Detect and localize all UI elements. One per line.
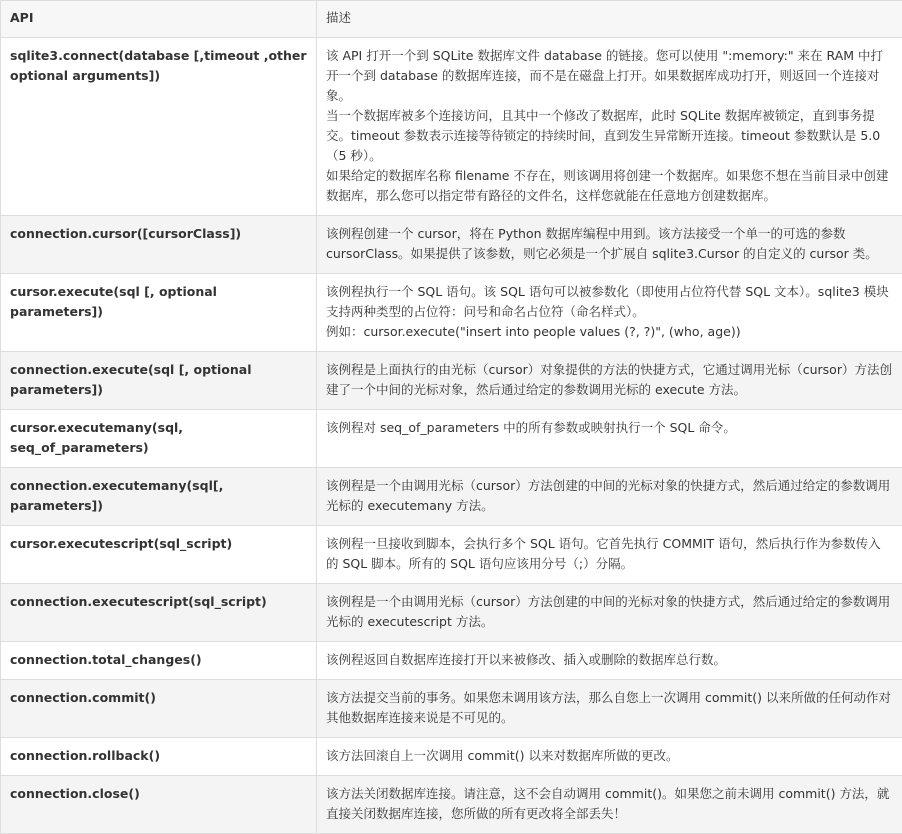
table-row	[1, 352, 902, 410]
table-row	[1, 274, 902, 352]
api-description	[317, 352, 902, 410]
column-header-api: API	[1, 1, 317, 38]
api-description	[317, 776, 902, 834]
api-signature: connection.close()	[1, 776, 317, 834]
api-signature: sqlite3.connect(database [,timeout ,other optional arguments])	[1, 38, 317, 216]
description-paragraph: 该例程是上面执行的由光标（cursor）对象提供的方法的快捷方式，它通过调用光标（cursor）方法创建了一个中间的光标对象，然后通过给定的参数调用光标的 execute 方法。	[326, 360, 893, 400]
description-paragraph: 该例程一旦接收到脚本，会执行多个 SQL 语句。它首先执行 COMMIT 语句，然后执行作为参数传入的 SQL 脚本。所有的 SQL 语句应该用分号（;）分隔。	[326, 534, 893, 574]
api-signature: cursor.executemany(sql, seq_of_parameters)	[1, 410, 317, 468]
description-paragraph: 该例程是一个由调用光标（cursor）方法创建的中间的光标对象的快捷方式，然后通过给定的参数调用光标的 executescript 方法。	[326, 592, 893, 632]
description-paragraph: 该 API 打开一个到 SQLite 数据库文件 database 的链接。您可以使用 ":memory:" 来在 RAM 中打开一个到 database 的数据库连接，而不是在磁盘上打开。如果数据库成功打开，则返回一个连接对象。	[326, 46, 893, 106]
api-signature: cursor.executescript(sql_script)	[1, 526, 317, 584]
column-header-description: 描述	[317, 1, 902, 38]
api-signature: connection.executemany(sql[, parameters])	[1, 468, 317, 526]
api-signature: connection.executescript(sql_script)	[1, 584, 317, 642]
api-description	[317, 38, 902, 216]
api-signature: connection.rollback()	[1, 738, 317, 776]
api-description	[317, 642, 902, 680]
api-signature: connection.commit()	[1, 680, 317, 738]
description-paragraph: 当一个数据库被多个连接访问，且其中一个修改了数据库，此时 SQLite 数据库被锁定，直到事务提交。timeout 参数表示连接等待锁定的持续时间，直到发生异常断开连接。timeout 参数默认是 5.0（5 秒）。	[326, 106, 893, 166]
api-description	[317, 468, 902, 526]
table-row	[1, 526, 902, 584]
api-signature: connection.cursor([cursorClass])	[1, 216, 317, 274]
description-paragraph: 该方法关闭数据库连接。请注意，这不会自动调用 commit()。如果您之前未调用 commit() 方法，就直接关闭数据库连接，您所做的所有更改将全部丢失！	[326, 784, 893, 824]
table-row	[1, 468, 902, 526]
description-paragraph: 该例程执行一个 SQL 语句。该 SQL 语句可以被参数化（即使用占位符代替 SQL 文本）。sqlite3 模块支持两种类型的占位符：问号和命名占位符（命名样式）。	[326, 282, 893, 322]
description-paragraph: 该例程创建一个 cursor，将在 Python 数据库编程中用到。该方法接受一个单一的可选的参数 cursorClass。如果提供了该参数，则它必须是一个扩展自 sqlite3.Cursor 的自定义的 cursor 类。	[326, 224, 893, 264]
table-row	[1, 642, 902, 680]
table-row	[1, 680, 902, 738]
api-description	[317, 526, 902, 584]
table-row	[1, 38, 902, 216]
api-signature: connection.execute(sql [, optional parameters])	[1, 352, 317, 410]
api-signature: cursor.execute(sql [, optional parameters])	[1, 274, 317, 352]
api-signature: connection.total_changes()	[1, 642, 317, 680]
api-description	[317, 410, 902, 468]
api-description	[317, 584, 902, 642]
api-description	[317, 274, 902, 352]
description-paragraph: 该方法提交当前的事务。如果您未调用该方法，那么自您上一次调用 commit() 以来所做的任何动作对其他数据库连接来说是不可见的。	[326, 688, 893, 728]
table-row	[1, 738, 902, 776]
table-row	[1, 216, 902, 274]
table-header-row	[1, 1, 902, 38]
description-paragraph: 该例程对 seq_of_parameters 中的所有参数或映射执行一个 SQL 命令。	[326, 418, 893, 438]
description-paragraph: 例如：cursor.execute("insert into people values (?, ?)", (who, age))	[326, 322, 893, 342]
api-description	[317, 738, 902, 776]
table-row	[1, 776, 902, 834]
description-paragraph: 该例程返回自数据库连接打开以来被修改、插入或删除的数据库总行数。	[326, 650, 893, 670]
description-paragraph: 该例程是一个由调用光标（cursor）方法创建的中间的光标对象的快捷方式，然后通过给定的参数调用光标的 executemany 方法。	[326, 476, 893, 516]
description-paragraph: 如果给定的数据库名称 filename 不存在，则该调用将创建一个数据库。如果您不想在当前目录中创建数据库，那么您可以指定带有路径的文件名，这样您就能在任意地方创建数据库。	[326, 166, 893, 206]
api-description	[317, 680, 902, 738]
api-description	[317, 216, 902, 274]
description-paragraph: 该方法回滚自上一次调用 commit() 以来对数据库所做的更改。	[326, 746, 893, 766]
table-row	[1, 410, 902, 468]
table-row	[1, 584, 902, 642]
